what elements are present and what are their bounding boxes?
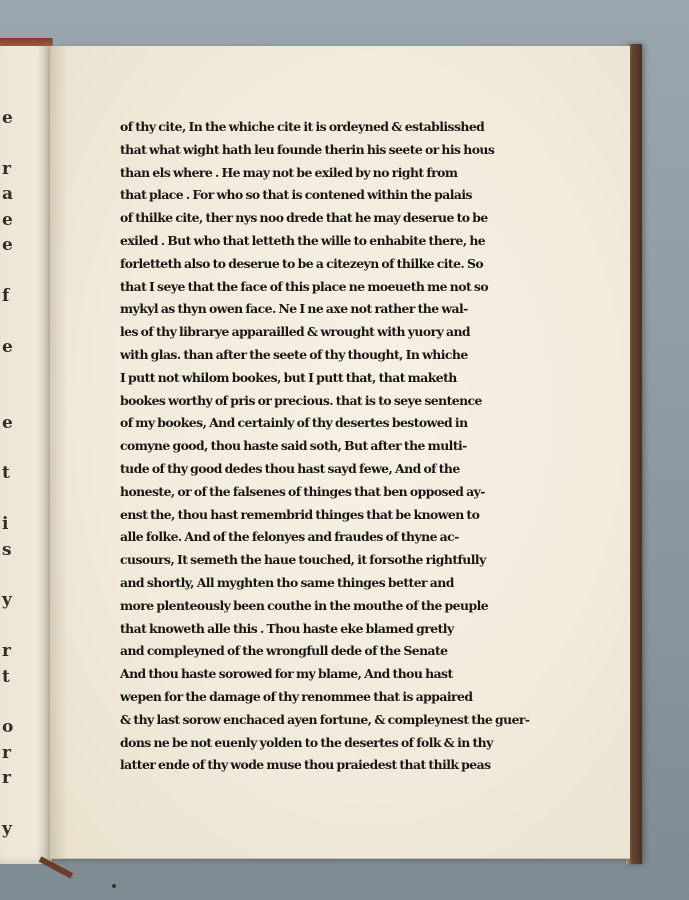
margin-glyph: y (2, 590, 12, 611)
margin-glyph (2, 258, 22, 283)
text-line: that place . For who so that is contened within the palais (120, 187, 472, 203)
text-line: wepen for the damage of thy renommee that is appaired (120, 688, 473, 704)
text-line: les of thy librarye apparailled & wrought with yuory and (120, 324, 471, 340)
margin-glyph: t (2, 666, 10, 687)
margin-glyph (2, 792, 22, 817)
text-line: dons ne be not euenly yolden to the desertes of folk & in thy (120, 734, 493, 750)
margin-glyph: e (2, 209, 13, 230)
text-line: of thilke cite, ther nys noo drede that he may deserue to be (120, 210, 488, 226)
margin-glyph (2, 385, 22, 410)
margin-glyph: o (2, 717, 14, 738)
text-line: latter ende of thy wode muse thou praiedest that thilk peas (120, 757, 491, 773)
binding-edge (0, 38, 52, 46)
margin-glyph: e (2, 234, 13, 255)
text-line: and compleyned of the wrongfull dede of the Senate (120, 643, 448, 659)
text-line: comyne good, thou haste said soth, But after the multi- (120, 438, 467, 454)
margin-glyph: r (2, 742, 11, 763)
margin-glyph (2, 614, 22, 639)
text-line: forletteth also to deserue to be a citezeyn of thilke cite. So (120, 255, 484, 271)
margin-glyph: e (2, 336, 13, 357)
text-line: with glas. than after the seete of thy thought, In whiche (120, 346, 468, 362)
margin-glyph: r (2, 641, 11, 662)
margin-glyph (2, 131, 22, 156)
left-page-glyphs (2, 106, 22, 842)
text-line: of my bookes, And certainly of thy desertes bestowed in (120, 415, 468, 431)
text-line: exiled . But who that letteth the wille to enhabite there, he (120, 232, 486, 248)
text-line: and shortly, All myghten tho same thinges better and (120, 574, 454, 590)
margin-glyph: t (2, 463, 10, 484)
text-line: mykyl as thyn owen face. Ne I ne axe not rather the wal- (120, 301, 468, 317)
margin-glyph: f (2, 285, 10, 306)
margin-glyph (2, 563, 22, 588)
text-line: I putt not whilom bookes, but I putt that, that maketh (120, 369, 457, 385)
margin-glyph: a (2, 184, 14, 205)
margin-glyph: e (2, 108, 13, 128)
margin-glyph: e (2, 412, 13, 433)
text-line: & thy last sorow enchaced ayen fortune, & compleynest the guer- (120, 711, 530, 727)
text-line: that knoweth alle this . Thou haste eke blamed gretly (120, 620, 454, 636)
left-page-edge (0, 38, 53, 864)
text-line: more plenteously been couthe in the mouthe of the peuple (120, 597, 489, 613)
margin-glyph: i (2, 514, 9, 535)
margin-glyph (2, 360, 22, 385)
margin-glyph: r (2, 768, 11, 789)
text-line: And thou haste sorowed for my blame, And thou hast (120, 666, 453, 682)
text-line: than els where . He may not be exiled by no right from (120, 164, 458, 180)
text-line: of thy cite, In the whiche cite it is ordeyned & establisshed (120, 119, 485, 134)
text-line: bookes worthy of pris or precious. that is to seye sentence (120, 392, 482, 408)
text-block (120, 116, 560, 773)
margin-glyph (2, 436, 22, 461)
text-line: that what wight hath leu founde therin his seete or his hous (120, 141, 495, 157)
right-page (50, 46, 630, 858)
text-line: enst the, thou hast remembrid thinges that be knowen to (120, 506, 480, 522)
text-line: tude of thy good dedes thou hast sayd fewe, And of the (120, 460, 460, 476)
margin-glyph: y (2, 818, 12, 839)
margin-glyph (2, 309, 22, 334)
page-blemish (112, 884, 116, 888)
text-line: alle folke. And of the felonyes and fraudes of thyne ac- (120, 529, 459, 545)
margin-glyph (2, 487, 22, 512)
text-line: honeste, or of the falsenes of thinges that ben opposed ay- (120, 483, 485, 499)
text-line: cusours, It semeth the haue touched, it forsothe rightfully (120, 552, 486, 568)
text-line: that I seye that the face of this place ne moeueth me not so (120, 278, 489, 294)
margin-glyph (2, 690, 22, 715)
margin-glyph: r (2, 158, 11, 179)
margin-glyph: s (2, 539, 12, 560)
